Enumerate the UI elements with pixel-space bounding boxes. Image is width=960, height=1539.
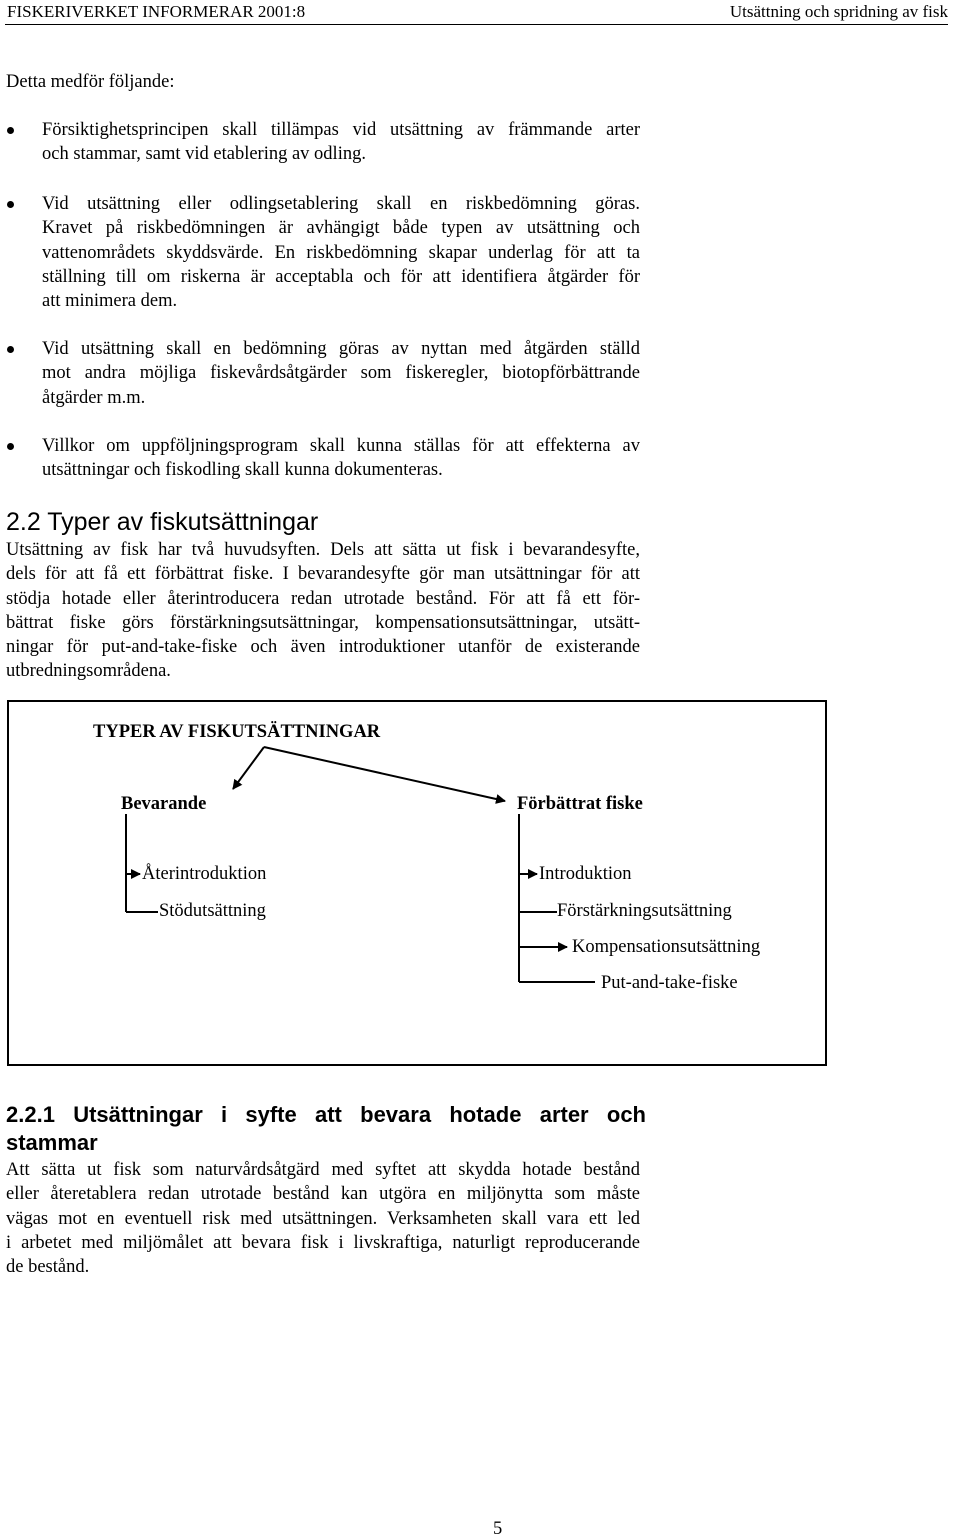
introduktion-label: Introduktion bbox=[539, 864, 632, 884]
header-chapter-title: Utsättning och spridning av fisk bbox=[729, 2, 948, 21]
text-line: att minimera dem. bbox=[42, 291, 178, 312]
text-line: ningar för put-and-take-fiske och även introduktioner utanför de existerande bbox=[6, 637, 640, 658]
bullet-icon bbox=[7, 201, 14, 208]
running-header bbox=[5, 0, 948, 25]
section-2-2-1-paragraph bbox=[6, 1158, 640, 1279]
text-line: vägas mot en eventuell risk med utsättningen. Verksamheten skall vara ett led bbox=[6, 1208, 640, 1229]
text-line: stödja hotade eller återintroducera redan utrotade bestånd. För att få ett för- bbox=[6, 588, 640, 609]
section-heading-2-2-1 bbox=[6, 1101, 646, 1157]
diagram-connectors bbox=[9, 702, 829, 1068]
text-line: utbredningsområdena. bbox=[6, 661, 171, 682]
header-publication: FISKERIVERKET INFORMERAR 2001:8 bbox=[7, 2, 306, 21]
text-line: bättrat fiske görs förstärkningsutsättningar, kompensationsutsättningar, utsätt- bbox=[6, 612, 640, 633]
fish-release-types-diagram bbox=[7, 700, 827, 1066]
lead-sentence: Detta medför följande: bbox=[6, 72, 175, 92]
aterintroduktion-label: Återintroduktion bbox=[142, 864, 267, 884]
text-line: Utsättning av fisk har två huvudsyften. Dels att sätta ut fisk i bevarandesyfte, bbox=[6, 540, 640, 560]
bullet-icon bbox=[7, 443, 14, 450]
section-heading-2-2: 2.2 Typer av fiskutsättningar bbox=[6, 508, 319, 536]
forstarkningsutsattning-label: Förstärkningsutsättning bbox=[557, 901, 732, 921]
bevarande-label: Bevarande bbox=[121, 794, 207, 814]
put-and-take-fiske-label: Put-and-take-fiske bbox=[601, 973, 738, 993]
diagram-title: TYPER AV FISKUTSÄTTNINGAR bbox=[93, 722, 381, 742]
page-number: 5 bbox=[493, 1519, 503, 1539]
bullet-icon bbox=[7, 346, 14, 353]
text-line: Villkor om uppföljningsprogram skall kunna ställas för att effekterna av bbox=[42, 436, 640, 456]
text-line: de bestånd. bbox=[6, 1257, 90, 1278]
heading-line: 2.2.1 Utsättningar i syfte att bevara hotade arter och bbox=[6, 1102, 646, 1127]
text-line: i arbetet med miljömålet att bevara fisk i livskraftiga, naturligt reproducerande bbox=[6, 1232, 640, 1253]
bullet-text bbox=[42, 192, 640, 313]
text-line: åtgärder m.m. bbox=[42, 387, 146, 408]
stodutsattning-label: Stödutsättning bbox=[159, 901, 266, 921]
text-line: och stammar, samt vid etablering av odling. bbox=[42, 144, 366, 165]
text-line: Vid utsättning eller odlingsetablering skall en riskbedömning göras. bbox=[42, 194, 640, 214]
text-line: Vid utsättning skall en bedömning göras av nyttan med åtgärden ställd bbox=[42, 339, 640, 359]
text-line: Försiktighetsprincipen skall tillämpas vid utsättning av främmande arter bbox=[42, 120, 640, 140]
bullet-text bbox=[42, 118, 640, 167]
forbattrat-fiske-label: Förbättrat fiske bbox=[517, 794, 643, 814]
arrow-to-forbattrat bbox=[264, 747, 505, 801]
heading-line: stammar bbox=[6, 1130, 98, 1155]
text-line: utsättningar och fiskodling skall kunna dokumenteras. bbox=[42, 460, 443, 481]
kompensationsutsattning-label: Kompensationsutsättning bbox=[572, 937, 761, 957]
text-line: vattenområdets skyddsvärde. En riskbedömning skapar underlag för att ta bbox=[42, 242, 640, 263]
text-line: ställning till om riskerna är acceptabla och för att identifiera åtgärder för bbox=[42, 266, 640, 287]
text-line: eller återetablera redan utrotade bestånd kan utgöra en miljönytta som måste bbox=[6, 1184, 640, 1205]
bullet-text bbox=[42, 434, 640, 483]
text-line: dels för att få ett förbättrat fiske. I bevarandesyfte gör man utsättningar för att bbox=[6, 564, 640, 585]
text-line: Att sätta ut fisk som naturvårdsåtgärd med syftet att skydda hotade bestånd bbox=[6, 1160, 640, 1180]
bullet-icon bbox=[7, 127, 14, 134]
text-line: mot andra möjliga fiskevårdsåtgärder som fiskeregler, biotopförbättrande bbox=[42, 363, 640, 384]
bullet-text bbox=[42, 337, 640, 410]
text-line: Kravet på riskbedömningen är avhängigt både typen av utsättning och bbox=[42, 218, 640, 239]
arrow-to-bevarande bbox=[233, 747, 264, 789]
section-2-2-paragraph bbox=[6, 538, 640, 684]
